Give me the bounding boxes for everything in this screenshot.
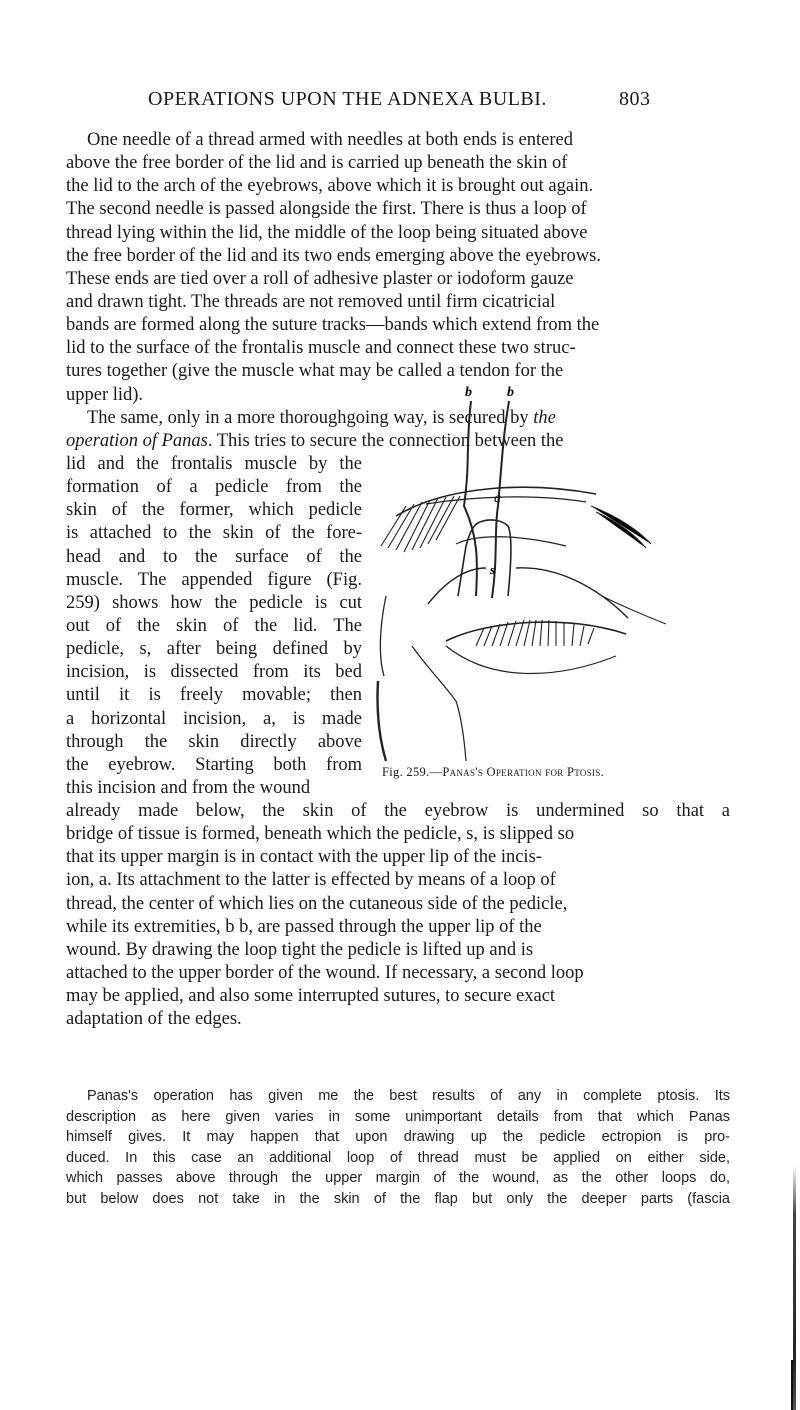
note-line: description as here given varies in some unimportant details from that which Panas <box>66 1108 730 1125</box>
text-line: thread, the center of which lies on the cutaneous side of the pedicle, <box>66 893 568 914</box>
text-line: tures together (give the muscle what may be called a tendon for the <box>66 361 564 382</box>
upper-lid-margin <box>446 622 626 641</box>
text-line: These ends are tied over a roll of adhesive plaster or iodoform gauze <box>66 268 574 289</box>
figure-caption <box>382 765 722 780</box>
label-b-right: b <box>507 385 514 400</box>
text-line: upper lid). <box>66 384 144 405</box>
text-line: through the skin directly above <box>66 731 362 752</box>
text-line: the free border of the lid and its two ends emerging above the eyebrows. <box>66 245 601 266</box>
text-line: the lid to the arch of the eyebrows, above which it is brought out again. <box>66 176 594 197</box>
upper-lid-right <box>516 568 628 618</box>
note-line: duced. In this case an additional loop of thread must be applied on either side, <box>66 1149 730 1166</box>
cheek-contour <box>412 646 466 761</box>
text-line: The second needle is passed alongside the first. There is thus a loop of <box>66 199 587 220</box>
text-line: attached to the upper border of the wound. If necessary, a second loop <box>66 962 584 983</box>
text-line: adaptation of the edges. <box>66 1009 242 1030</box>
lid-fold <box>602 596 666 624</box>
text-line: head and to the surface of the <box>66 546 362 567</box>
text-line: ion, a. Its attachment to the latter is effected by means of a loop of <box>66 870 556 891</box>
text-line: already made below, the skin of the eyebrow is undermined so that a <box>66 801 730 821</box>
paragraph-panas-continuation <box>66 800 730 1031</box>
text-line: is attached to the skin of the fore- <box>66 523 362 544</box>
text-line: out of the skin of the lid. The <box>66 615 362 636</box>
pedicle-s <box>458 520 511 596</box>
text-line: pedicle, s, after being defined by <box>66 639 362 660</box>
lower-lid-margin <box>446 646 616 674</box>
text-line: lid to the surface of the frontalis muscle and connect these two struc- <box>66 338 576 359</box>
text-line: that its upper margin is in contact with the upper lip of the incis- <box>66 847 542 868</box>
text-line: 259) shows how the pedicle is cut <box>66 592 362 613</box>
text-line: and drawn tight. The threads are not removed until firm cicatricial <box>66 291 556 312</box>
figure-259-panas-operation <box>366 356 736 776</box>
text-run-italic: operation of Panas <box>66 431 208 452</box>
running-head <box>0 88 800 114</box>
text-line: may be applied, and also some interrupted sutures, to secure exact <box>66 986 556 1007</box>
text-line: while its extremities, b b, are passed through the upper lip of the <box>66 916 542 937</box>
paragraph-panas-narrow-column <box>66 453 362 800</box>
page-edge-shadow <box>793 1165 796 1410</box>
label-s: s <box>490 562 496 577</box>
footnote-paragraph <box>66 1086 730 1209</box>
text-line: skin of the former, which pedicle <box>66 500 362 521</box>
page-edge-mark <box>791 1360 793 1410</box>
page-number: 803 <box>619 88 651 110</box>
text-run: . This tries to secure the connection between the <box>207 431 564 452</box>
note-line: but below does not take in the skin of the flap but only the deeper parts (fascia <box>66 1190 730 1207</box>
note-line: himself gives. It may happen that upon drawing up the pedicle ectropion is pro- <box>66 1129 730 1145</box>
text-line: muscle. The appended figure (Fig. <box>66 569 362 590</box>
text-run: The same, only in a more thoroughgoing way, is secured by <box>87 408 534 428</box>
nose-bridge-lower <box>377 681 386 761</box>
text-line: this incision and from the wound <box>66 777 311 798</box>
text-line: bridge of tissue is formed, beneath which the pedicle, s, is slipped so <box>66 824 575 845</box>
note-line: Panas's operation has given me the best results of any in complete ptosis. Its <box>87 1088 730 1104</box>
figure-number: Fig. 259.— <box>382 765 443 779</box>
ptosis-operation-illustration <box>366 356 736 776</box>
text-run-italic: the <box>533 408 556 428</box>
text-line: above the free border of the lid and is carried up beneath the skin of <box>66 153 568 174</box>
text-line: a horizontal incision, a, is made <box>66 708 362 729</box>
label-a: a <box>494 491 501 506</box>
text-line: lid and the frontalis muscle by the <box>66 454 362 474</box>
text-line: until it is freely movable; then <box>66 685 362 706</box>
text-line: the eyebrow. Starting both from <box>66 754 362 775</box>
label-b-left: b <box>465 385 472 400</box>
text-line: One needle of a thread armed with needles at both ends is entered <box>87 130 573 150</box>
text-line: incision, is dissected from its bed <box>66 662 362 683</box>
text-line: bands are formed along the suture tracks—bands which extend from the <box>66 315 600 336</box>
note-line: which passes above through the upper margin of the wound, as the other loops do, <box>66 1170 730 1186</box>
text-line: thread lying within the lid, the middle of the loop being situated above <box>66 222 588 243</box>
figure-title: Panas's Operation for Ptosis. <box>442 765 605 779</box>
text-line: formation of a pedicle from the <box>66 477 362 498</box>
running-head-title: OPERATIONS UPON THE ADNEXA BULBI. <box>148 88 547 110</box>
text-line: wound. By drawing the loop tight the pedicle is lifted up and is <box>66 939 534 960</box>
nose-bridge-upper <box>380 596 386 676</box>
